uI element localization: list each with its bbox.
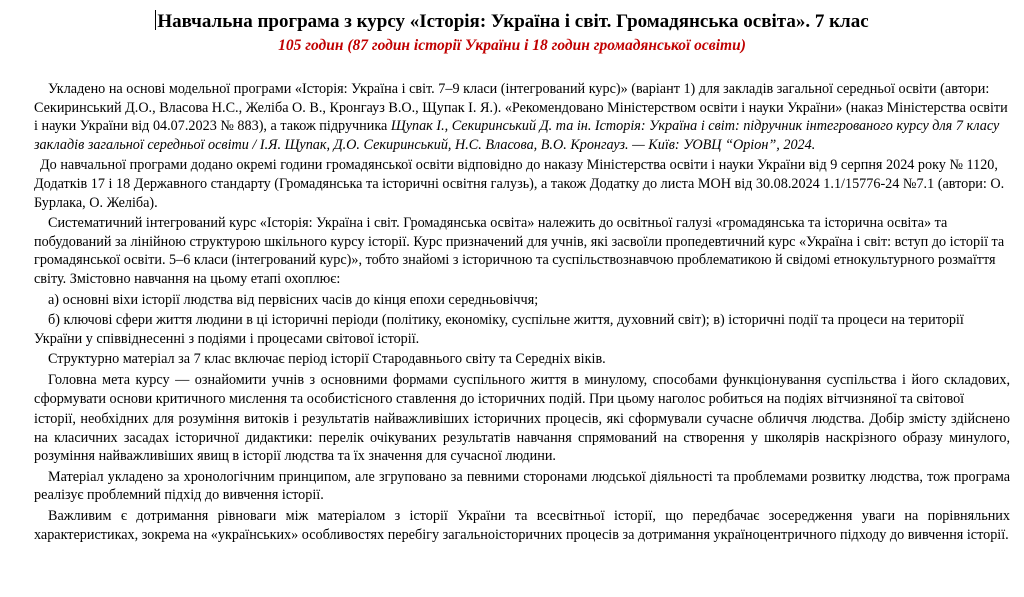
document-body[interactable]	[34, 80, 1010, 546]
paragraph-balance: Важливим є дотримання рівноваги між матеріалом з історії України та всесвітньої історії, що передбачає зосередження уваги на порівняльних характеристиках, зокрема на «українських» особливостях перебігу загальноісторичних процесів за дотримання україноцентричного підходу до вивчення історії.	[34, 508, 1010, 543]
paragraph-main-goal: Головна мета курсу — ознайомити учнів з основними формами суспільного життя в минулому, способами функціонування суспільства і його складових, сформувати основи критичного мислення та особистісного ставлення до історичних подій. При цьому наголос робиться на подіях вітчизняної та світової	[34, 371, 1010, 407]
paragraph-civic-hours: До навчальної програми додано окремі години громадянської освіти відповідно до наказу Міністерства освіти і науки України від 9 серпня 2024 року № 1120, Додатків 17 і 18 Державного стандарту (Громадянська та історичні освітня галузь), а також Додатку до листа МОН від 30.08.2024 1.1/15776-24 №7.1 (автори: О. Бурлака, О. Желіба).	[34, 157, 1005, 211]
document-title: Навчальна програма з курсу «Історія: Україна і світ. Громадянська освіта». 7 клас	[157, 11, 869, 32]
document-subtitle: 105 годин (87 годин історії України і 18 годин громадянської освіти)	[278, 37, 746, 54]
paragraph-history-needs: історії, необхідних для розуміння витоків і результатів найважливіших історичних процесів, які сформували сучасне обличчя людства. Добір змісту здійснено на класичних засадах історичної дидактики: перелік очікуваних результатів навчання спрямований на створення у школярів наскрізного образу минулого, розуміння найважливіших явищ в історії людства та їх значення для сучасної людини.	[34, 411, 1010, 465]
paragraph-structure: Структурно матеріал за 7 клас включає період історії Стародавнього світу та Середніх віків.	[48, 351, 606, 368]
paragraph-chronology: Матеріал укладено за хронологічним принципом, але згруповано за певними сторонами людської діяльності та проблемами розвитку людства, тож програма реалізує проблемний підхід до вивчення історії.	[34, 468, 1010, 504]
paragraph-course-description: Систематичний інтегрований курс «Історія: Україна і світ. Громадянська освіта» належить до освітньої галузі «громадянська та історична освіта» та побудований за лінійною структурою шкільного курсу історії. Курс призначений для учнів, які засвоїли пропедевтичний курс «Україна і світ: вступ до історії та громадянської освіти. 5–6 класи (інтегрований курс)», тобто знайомі з історичною та суспільствознавчою проблематикою й свідомі етнокультурного розмаїття світу. Змістовно навчання на цьому етапі охоплює:	[34, 215, 1005, 287]
paragraph-item-b: б) ключові сфери життя людини в ці історичні періоди (політику, економіку, суспільне життя, духовний світ); в) історичні події та процеси на території України у співвіднесенні з подіями і процесами світової історії.	[34, 312, 964, 347]
paragraph-item-a: а) основні віхи історії людства від первісних часів до кінця епохи середньовіччя;	[48, 291, 539, 308]
paragraph-basis: Укладено на основі модельної програми «Історія: Україна і світ. 7–9 класи (інтегрований курс)» (варіант 1) для закладів загальної середньої освіти (автори: Секиринський Д.О., Власова Н.С., Желіба О. В., Кронгауз В.О., Щупак І. Я.). «Рекомендовано Міністерством освіти і науки України» (наказ Міністерства освіти і науки України від 04.07.2023 № 883), а також підручника Щупак І., Секиринський Д. та ін. Історія: Україна і світ: підручник інтегрованого курсу для 7 класу закладів загальної середньої освіти / І.Я. Щупак, Д.О. Секиринський, Н.С. Власова, В.О. Кронгауз. — Київ: УОВЦ “Оріон”, 2024.	[34, 81, 1008, 153]
